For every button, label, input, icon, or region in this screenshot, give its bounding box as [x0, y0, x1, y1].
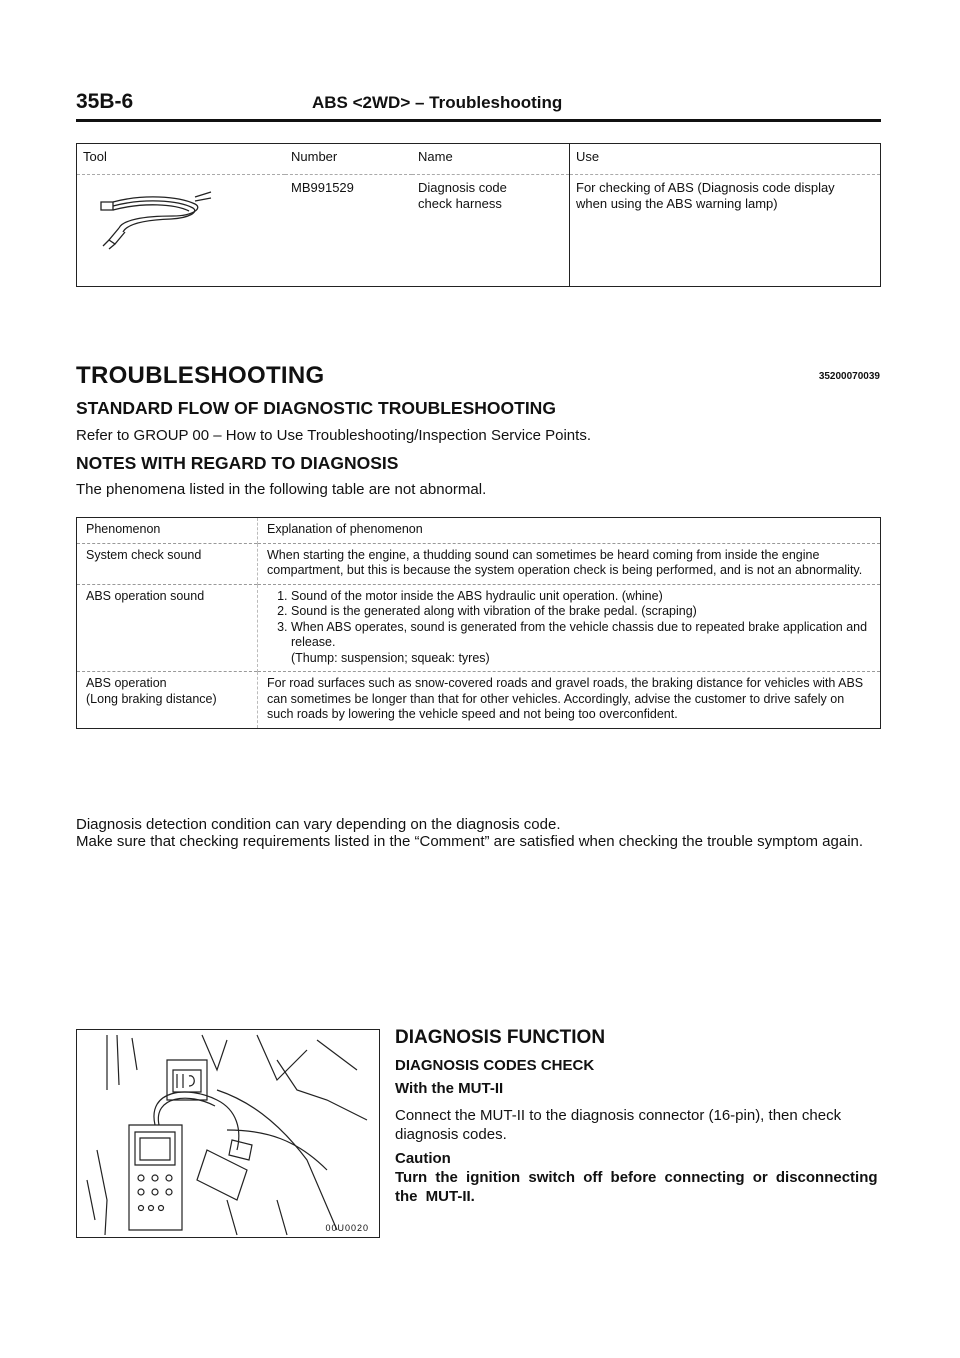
figure-code: 00U0020	[325, 1223, 369, 1233]
mut-connection-figure	[76, 1029, 380, 1238]
phenomenon-header: Phenomenon	[77, 518, 258, 544]
phenomenon-line2: (Long braking distance)	[86, 691, 217, 706]
table-row	[77, 518, 881, 544]
tool-use-line2: when using the ABS warning lamp)	[576, 196, 778, 211]
explanation-cell: For road surfaces such as snow-covered roads and gravel roads, the braking distance for vehicles with ABS can sometimes be longer than that for other vehicles. Accordingly, advise the customer to drive safely on such roads by lowering the vehicle speed and not being too overconfident.	[258, 672, 881, 729]
special-tool-table	[76, 143, 881, 287]
diagnosis-instruction: Connect the MUT-II to the diagnosis connector (16-pin), then check diagnosis codes.	[395, 1107, 842, 1143]
list-item: 3. When ABS operates, sound is generated from the vehicle chassis due to repeated brake application and release.	[291, 620, 872, 651]
standard-flow-heading: STANDARD FLOW OF DIAGNOSTIC TROUBLESHOOTING	[76, 398, 556, 418]
list-item: 1. Sound of the motor inside the ABS hydraulic unit operation. (whine)	[291, 589, 872, 605]
caution-label	[395, 1150, 885, 1167]
use-header: Use	[570, 144, 881, 175]
page-title: ABS <2WD> – Troubleshooting	[312, 93, 563, 112]
section-title: TROUBLESHOOTING	[76, 362, 325, 389]
diagnosis-note	[76, 816, 881, 850]
caution-text: Turn the ignition switch off before connecting or disconnecting the MUT-II.	[395, 1169, 878, 1205]
diagnosis-function-heading	[395, 1027, 885, 1049]
tool-use-line1: For checking of ABS (Diagnosis code display	[576, 180, 835, 195]
phenomenon-cell	[77, 672, 258, 729]
list-item: 2. Sound is the generated along with vibration of the brake pedal. (scraping)	[291, 604, 872, 620]
explanation-cell	[258, 584, 881, 672]
with-mut-heading	[395, 1080, 885, 1097]
tool-name-line2: check harness	[418, 196, 502, 211]
explanation-cell: When starting the engine, a thudding sound can sometimes be heard coming from inside the engine compartment, but this is because the system operation check is being performed, and is not an abnormality.	[258, 543, 881, 584]
page-number: 35B-6	[76, 90, 134, 113]
with-mut-text: With the MUT-II	[395, 1080, 504, 1097]
caution-label-text: Caution	[395, 1150, 451, 1167]
diagnosis-codes-check-heading	[395, 1057, 885, 1074]
sound-list	[267, 589, 872, 651]
table-row	[77, 543, 881, 584]
tool-name-line1: Diagnosis code	[418, 180, 507, 195]
notes-heading: NOTES WITH REGARD TO DIAGNOSIS	[76, 453, 399, 473]
standard-flow-text: Refer to GROUP 00 – How to Use Troubleshooting/Inspection Service Points.	[76, 427, 591, 444]
diagnosis-function-heading-text: DIAGNOSIS FUNCTION	[395, 1027, 606, 1048]
phenomena-table	[76, 517, 881, 729]
diagnosis-codes-check-text: DIAGNOSIS CODES CHECK	[395, 1057, 595, 1074]
number-header: Number	[285, 144, 412, 175]
diagnosis-note-line1: Diagnosis detection condition can vary depending on the diagnosis code.	[76, 816, 561, 833]
phenomenon-cell: System check sound	[77, 543, 258, 584]
tool-use	[570, 175, 881, 287]
tool-number: MB991529	[291, 180, 354, 195]
harness-illustration	[83, 180, 213, 250]
sound-list-extra: (Thump: suspension; squeak: tyres)	[291, 650, 490, 665]
tool-image-cell	[77, 175, 286, 287]
phenomenon-line1: ABS operation	[86, 676, 167, 690]
document-number: 35200070039	[818, 371, 880, 382]
mut-connection-illustration	[77, 1030, 379, 1237]
diagnosis-note-line2: Make sure that checking requirements listed in the “Comment” are satisfied when checking the trouble symptom again.	[76, 833, 864, 850]
explanation-header: Explanation of phenomenon	[267, 522, 423, 536]
tool-name	[412, 175, 570, 287]
name-header: Name	[412, 144, 570, 175]
tool-header: Tool	[77, 144, 286, 175]
table-row	[77, 672, 881, 729]
notes-text: The phenomena listed in the following table are not abnormal.	[76, 481, 487, 498]
table-row	[77, 584, 881, 672]
header-rule	[76, 119, 881, 122]
phenomenon-cell: ABS operation sound	[77, 584, 258, 672]
